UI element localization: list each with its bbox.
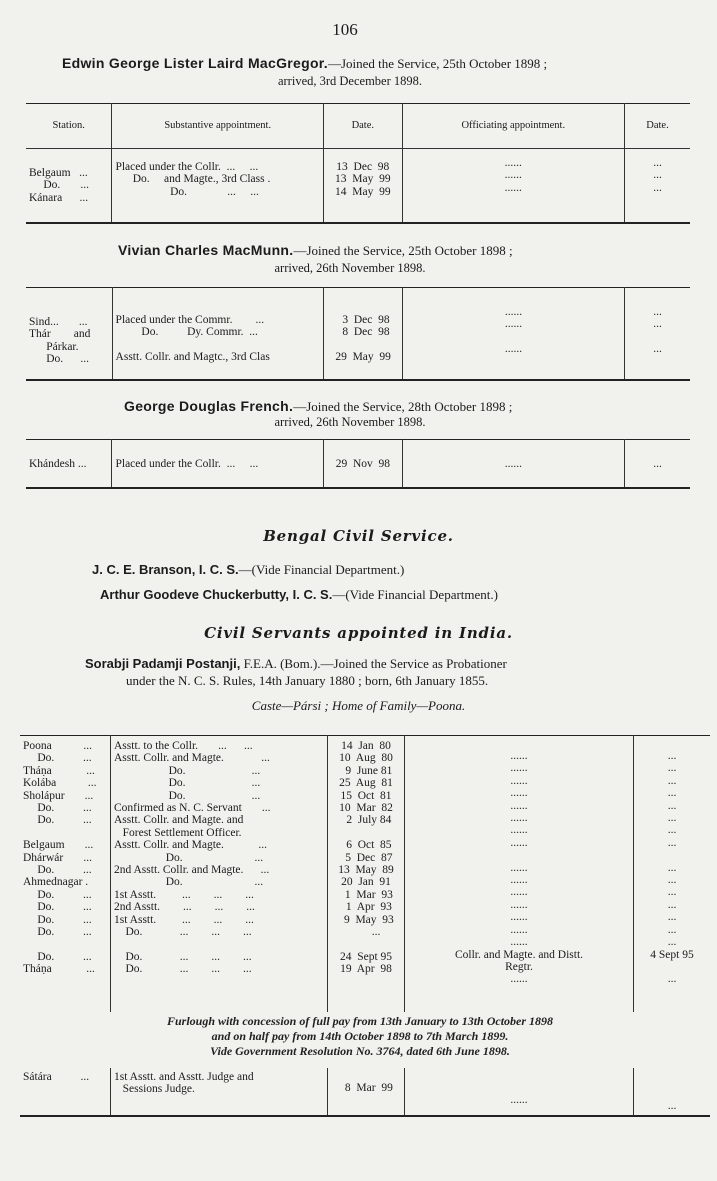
appointments-cell: 1st Asstt. and Asstt. Judge and Sessions Judge.: [111, 1068, 328, 1116]
officer-name: Edwin George Lister Laird MacGregor.: [62, 55, 328, 71]
page-number: 106: [332, 20, 358, 39]
officer-name: George Douglas French.: [124, 398, 294, 414]
col-station: Station.: [26, 104, 112, 149]
india-officer-heading: [85, 656, 507, 672]
officer-name: J. C. E. Branson, I. C. S.: [92, 562, 239, 577]
officiating-cell: ...... ...... ......: [402, 149, 624, 223]
entry-reference: —(Vide Financial Department.): [238, 562, 405, 577]
bengal-entry: [92, 562, 404, 578]
officiating-cell: ......: [405, 1068, 634, 1116]
officer-heading: [124, 399, 512, 414]
stations-cell: Belgaum ... Do. ... Kánara ...: [29, 167, 90, 204]
stations-cell: Sátára ...: [23, 1071, 90, 1083]
dates-cell: 14 Jan 80 10 Aug 80 9 June 81 25 Aug 81 15 Oct 81 10 Mar 82 2 July 84 6 Oct 85 5 Dec 87 13 May 89 20 Jan 91 1 Mar 93 1 Apr 93 9 May 93 ... 24 Sept 95 19 Apr 98: [328, 736, 405, 1012]
appointment-table: [20, 735, 710, 1012]
entry-reference: —(Vide Financial Department.): [332, 587, 498, 602]
col-date-officiating: Date.: [625, 104, 691, 149]
furlough-line: Vide Government Resolution No. 3764, dated 6th June 1898.: [210, 1044, 510, 1058]
officer-joined: —Joined the Service, 25th October 1898 ;: [293, 243, 513, 258]
col-date: Date.: [324, 104, 403, 149]
stations-cell: Sind... ... Thár and Párkar. Do. ...: [29, 316, 91, 366]
section-heading-india: Civil Servants appointed in India.: [204, 624, 513, 642]
appointment-table: [20, 1068, 710, 1117]
officiating-dates-cell: ... ... ...: [625, 149, 691, 223]
col-substantive: Substantive appointment.: [112, 104, 324, 149]
officer-arrived: arrived, 26th November 1898.: [274, 261, 426, 275]
officer-rules: under the N. C. S. Rules, 14th January 1880 ; born, 6th January 1855.: [126, 673, 489, 688]
officer-caste: Caste—Pársi ; Home of Family—Poona.: [251, 698, 466, 713]
appointments-cell: Placed under the Commr. ... Do. Dy. Commr. ... Asstt. Collr. and Magtc., 3rd Clas: [112, 288, 324, 380]
officiating-dates-cell: ... ... ... ... ... ... ... ... ... ... ... ... ... ... ... 4 Sept 95 ...: [634, 736, 711, 1012]
appointments-cell: Asstt. to the Collr. ... ... Asstt. Collr. and Magte. ... Do. ... Do. ... Do. ... Confirmed as N. C. Servant ... Asstt. Collr. and Magte. and Forest Settlement Officer. Asstt. Collr. and Magte. ... Do. ... 2nd Asstt. Collr. and Magte. ... Do. ... 1st Asstt. ... ... ... 2nd Asstt. ... ... ... 1st Asstt. ... ... ... Do. ... ... ... Do. ... ... ... Do. ... ... ...: [111, 736, 328, 1012]
officiating-dates-cell: ... ... ...: [625, 288, 690, 380]
officer-arrived: arrived, 26th November 1898.: [274, 415, 426, 429]
officer-joined: —Joined the Service, 28th October 1898 ;: [293, 399, 513, 414]
dates-cell: 8 Mar 99: [328, 1068, 405, 1116]
officiating-dates-cell: ...: [634, 1068, 711, 1116]
appointment-table: [26, 103, 690, 224]
appointments-cell: Placed under the Collr. ... ...: [112, 440, 324, 488]
officer-name: Arthur Goodeve Chuckerbutty, I. C. S.: [100, 587, 333, 602]
furlough-line: Furlough with concession of full pay from 13th January to 13th October 1898: [166, 1014, 554, 1028]
bengal-entry: [100, 587, 498, 603]
officer-heading: [118, 243, 513, 258]
officiating-dates-cell: ...: [625, 440, 690, 488]
appointment-table: [26, 287, 690, 381]
stations-cell: Khándesh ...: [29, 458, 87, 470]
section-heading-bengal: Bengal Civil Service.: [263, 527, 454, 545]
dates-cell: 3 Dec 98 8 Dec 98 29 May 99: [324, 288, 403, 380]
officiating-cell: ...... ...... ......: [402, 288, 624, 380]
officer-joined: —Joined the Service, 25th October 1898 ;: [327, 56, 548, 71]
officiating-cell: ......: [402, 440, 624, 488]
furlough-note: [100, 1014, 620, 1059]
stations-cell: Poona ... Do. ... Tháṇa ... Kolába ... Sholápur ... Do. ... Do. ... Belgaum ... Dhárwár ... Do. ... Ahmednagar . Do. ... Do. ... Do. ... Do. ... Do. ... Tháṇa ...: [23, 740, 97, 976]
officiating-cell: ...... ...... ...... ...... ...... ...... ...... ...... ...... ...... ...... ...... ...... ...... ...... Collr. and Magte. and Distt. Regtr. ......: [405, 736, 634, 1012]
officer-heading: [62, 56, 547, 71]
dates-cell: 29 Nov 98: [324, 440, 403, 488]
officer-arrived: arrived, 3rd December 1898.: [277, 74, 423, 88]
col-officiating: Officiating appointment.: [402, 104, 624, 149]
officer-name: Vivian Charles MacMunn.: [118, 242, 294, 258]
dates-cell: 13 Dec 98 13 May 99 14 May 99: [324, 149, 403, 223]
officer-joined: F.E.A. (Bom.).—Joined the Service as Probationer: [240, 656, 507, 671]
furlough-line: and on half pay from 14th October 1898 to 7th March 1899.: [211, 1029, 509, 1043]
officer-name: Sorabji Padamji Postanji,: [85, 656, 241, 671]
appointment-table: [26, 439, 690, 489]
appointments-cell: Placed under the Collr. ... ... Do. and Magte., 3rd Class . Do. ... ...: [112, 149, 324, 223]
